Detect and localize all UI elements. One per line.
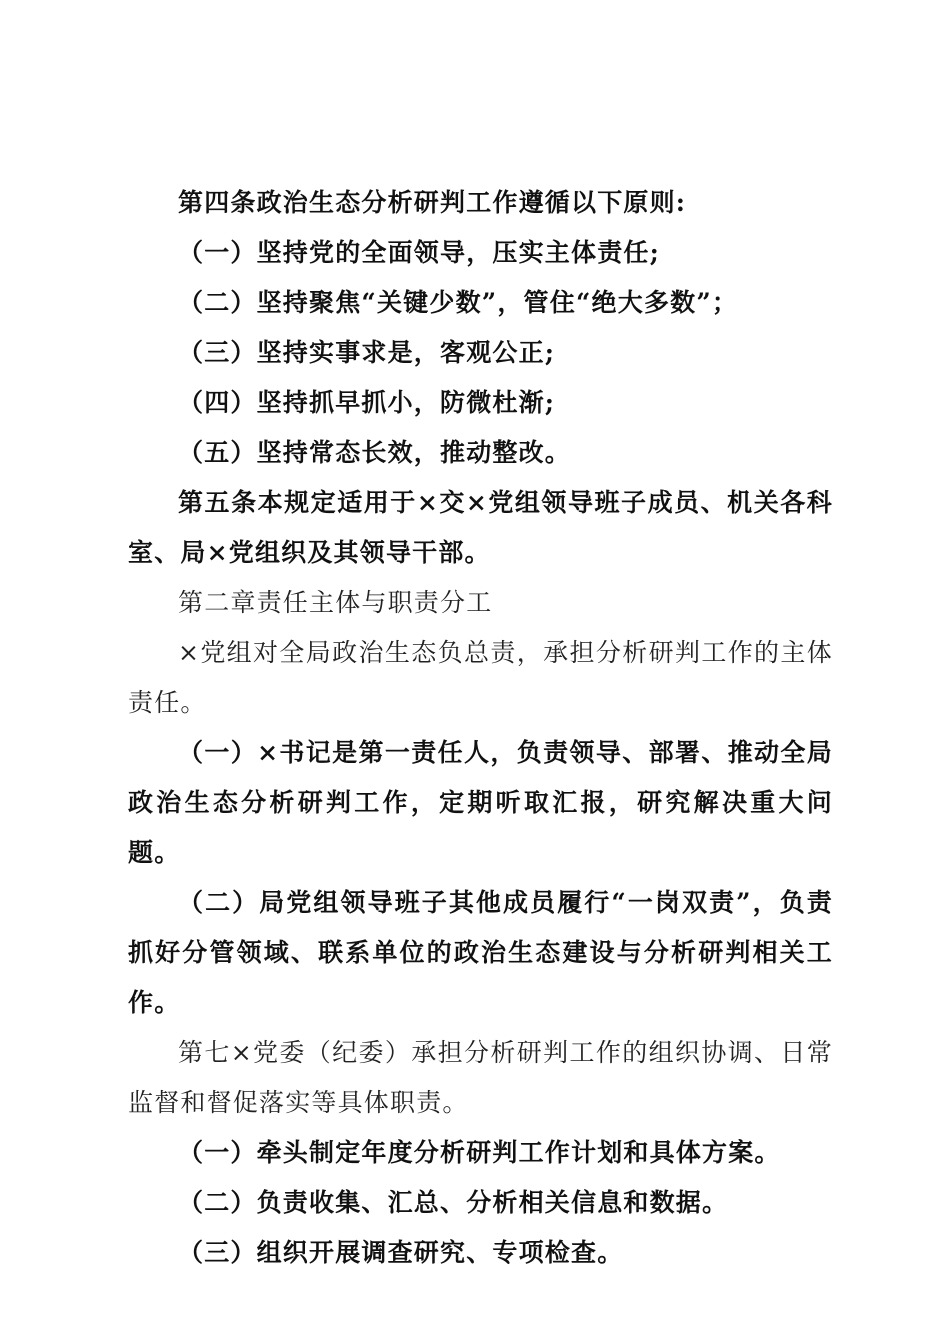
paragraph-article-5: 第五条本规定适用于×交×党组领导班子成员、机关各科室、局×党组织及其领导干部。 [128, 488, 833, 567]
paragraph-party-group-responsibility: ×党组对全局政治生态负总责，承担分析研判工作的主体责任。 [128, 638, 833, 717]
paragraph-article-7: 第七×党委（纪委）承担分析研判工作的组织协调、日常监督和督促落实等具体职责。 [128, 1038, 833, 1117]
paragraph-principle-4: （四）坚持抓早抓小，防微杜渐; [178, 388, 556, 417]
paragraph-principle-1: （一）坚持党的全面领导，压实主体责任; [178, 238, 661, 267]
paragraph-article-4: 第四条政治生态分析研判工作遵循以下原则: [178, 188, 687, 217]
paragraph-duty-2: （二）负责收集、汇总、分析相关信息和数据。 [178, 1188, 729, 1217]
chapter-heading: 第二章责任主体与职责分工 [178, 588, 493, 617]
paragraph-principle-3: （三）坚持实事求是，客观公正; [178, 338, 556, 367]
paragraph-other-members-responsibility: （二）局党组领导班子其他成员履行“一岗双责”，负责抓好分管领域、联系单位的政治生态建设与分析研判相关工作。 [128, 888, 833, 1017]
document-body [128, 178, 833, 1278]
paragraph-duty-3: （三）组织开展调查研究、专项检查。 [178, 1238, 624, 1267]
paragraph-secretary-responsibility: （一）×书记是第一责任人，负责领导、部署、推动全局政治生态分析研判工作，定期听取汇报，研究解决重大问题。 [128, 738, 833, 867]
paragraph-principle-5: （五）坚持常态长效，推动整改。 [178, 438, 572, 467]
paragraph-duty-1: （一）牵头制定年度分析研判工作计划和具体方案。 [178, 1138, 781, 1167]
paragraph-principle-2: （二）坚持聚焦“关键少数”，管住“绝大多数”； [178, 288, 739, 317]
